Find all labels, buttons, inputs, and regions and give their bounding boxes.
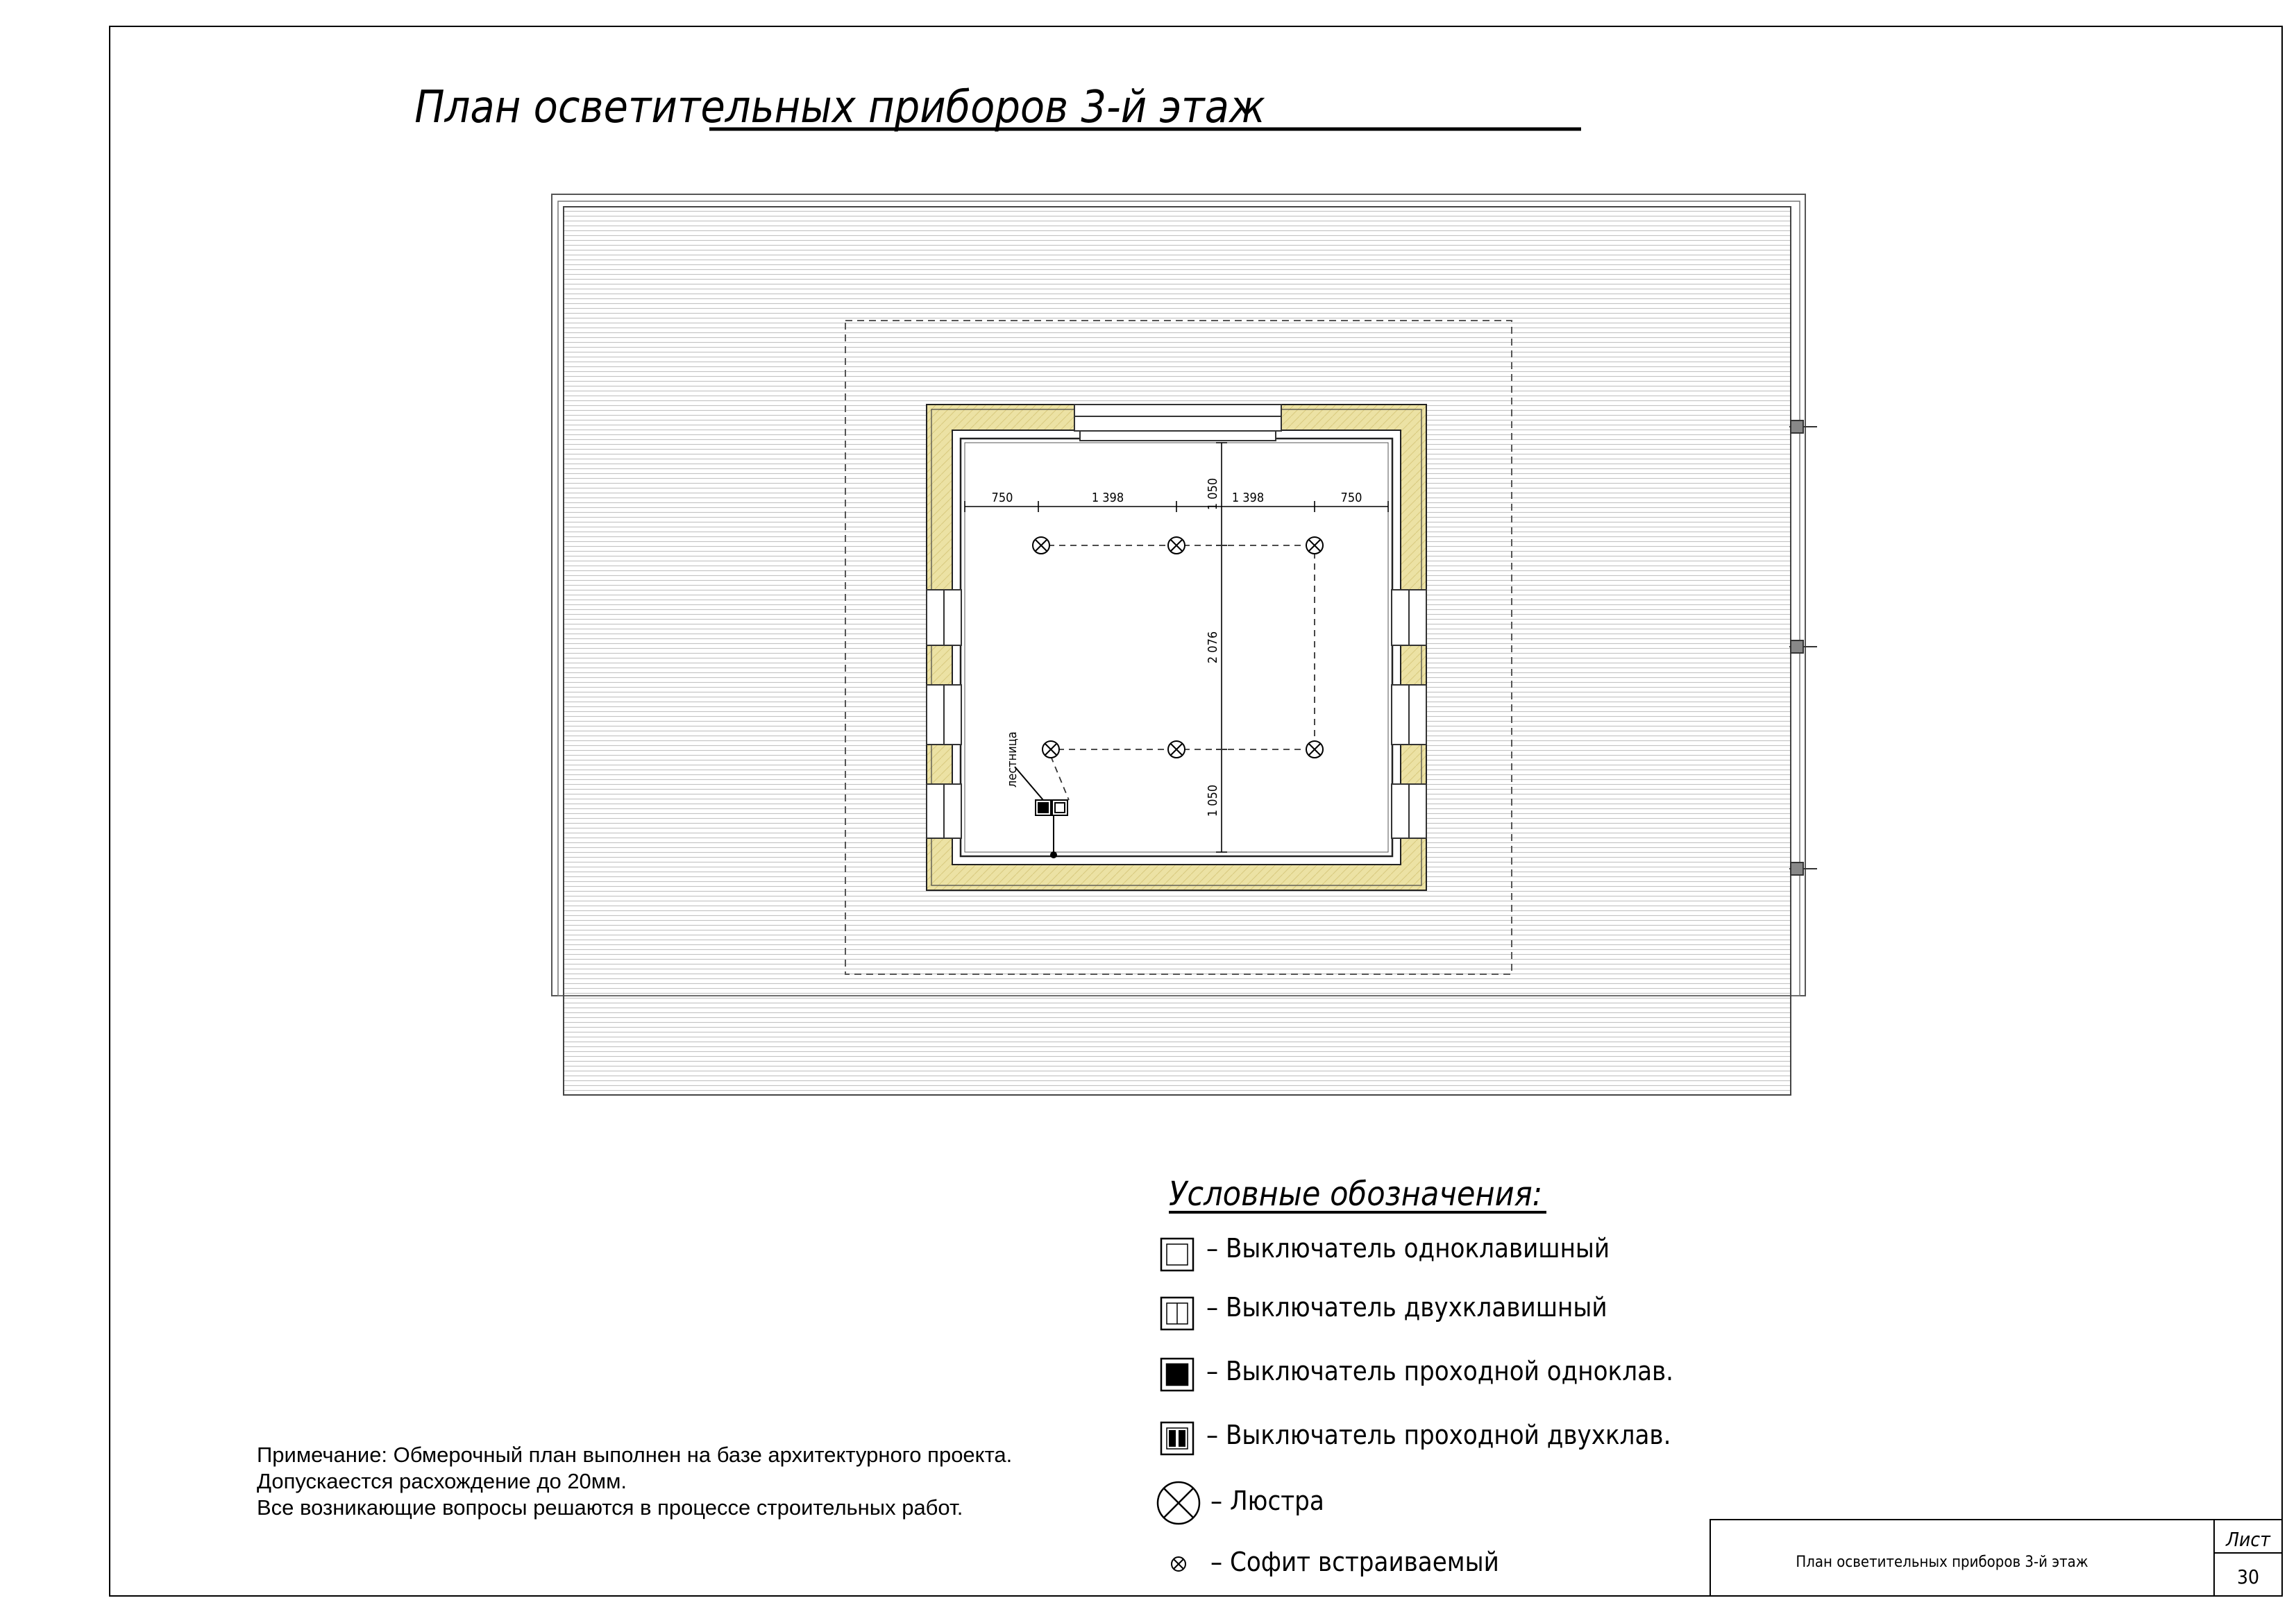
- sheet-label: Лист: [2226, 1528, 2270, 1551]
- dim-v-2: 2 076: [1206, 631, 1220, 664]
- dim-h-3: 1 398: [1231, 491, 1265, 505]
- legend-item-label: – Люстра: [1210, 1486, 1324, 1516]
- dim-h-1: 750: [991, 491, 1013, 505]
- note-line: Примечание: Обмерочный план выполнен на базе архитектурного проекта.: [257, 1443, 1013, 1467]
- title-block-name: План осветительных приборов 3-й этаж: [1796, 1554, 2088, 1571]
- spotlight-icon: [1306, 537, 1323, 554]
- dim-h-2: 1 398: [1091, 491, 1124, 505]
- page-title: План осветительных приборов 3-й этаж: [414, 82, 1265, 133]
- room: [927, 405, 1426, 890]
- legend-item-label: – Выключатель одноклавишный: [1206, 1233, 1610, 1264]
- switch-pass-single-icon: [1161, 1359, 1193, 1391]
- dim-h-4: 750: [1340, 491, 1362, 505]
- legend: [1158, 1175, 1673, 1577]
- legend-item-label: – Выключатель двухклавишный: [1206, 1292, 1607, 1323]
- legend-item-label: – Выключатель проходной одноклав.: [1206, 1356, 1674, 1386]
- window-top: [1074, 405, 1281, 441]
- spotlight-icon: [1168, 537, 1185, 554]
- legend-item-label: – Софит встраиваемый: [1210, 1547, 1499, 1577]
- spotlight-legend-icon: [1172, 1557, 1185, 1571]
- switch-pass-double-icon: [1161, 1422, 1193, 1454]
- right-edge-posts: [1789, 420, 1817, 875]
- switch-single-icon: [1161, 1239, 1193, 1271]
- window-left: [927, 590, 961, 838]
- window-right: [1392, 590, 1426, 838]
- sheet-number: 30: [2236, 1565, 2260, 1588]
- note-block: [257, 1442, 1012, 1521]
- legend-item-label: – Выключатель проходной двухклав.: [1206, 1420, 1671, 1450]
- chandelier-icon: [1158, 1482, 1199, 1524]
- dim-v-1: 1 050: [1206, 477, 1220, 511]
- dim-v-3: 1 050: [1206, 784, 1220, 817]
- note-line: Все возникающие вопросы решаются в процессе строительных работ.: [257, 1495, 963, 1520]
- stair-label: лестница: [1005, 731, 1020, 788]
- spotlight-icon: [1306, 741, 1323, 758]
- switch-double-icon: [1161, 1298, 1193, 1329]
- note-line: Допускаестся расхождение до 20мм.: [257, 1469, 627, 1493]
- legend-title: Условные обозначения:: [1169, 1175, 1543, 1214]
- spotlight-icon: [1043, 741, 1059, 758]
- spotlight-icon: [1033, 537, 1049, 554]
- spotlight-icon: [1168, 741, 1185, 758]
